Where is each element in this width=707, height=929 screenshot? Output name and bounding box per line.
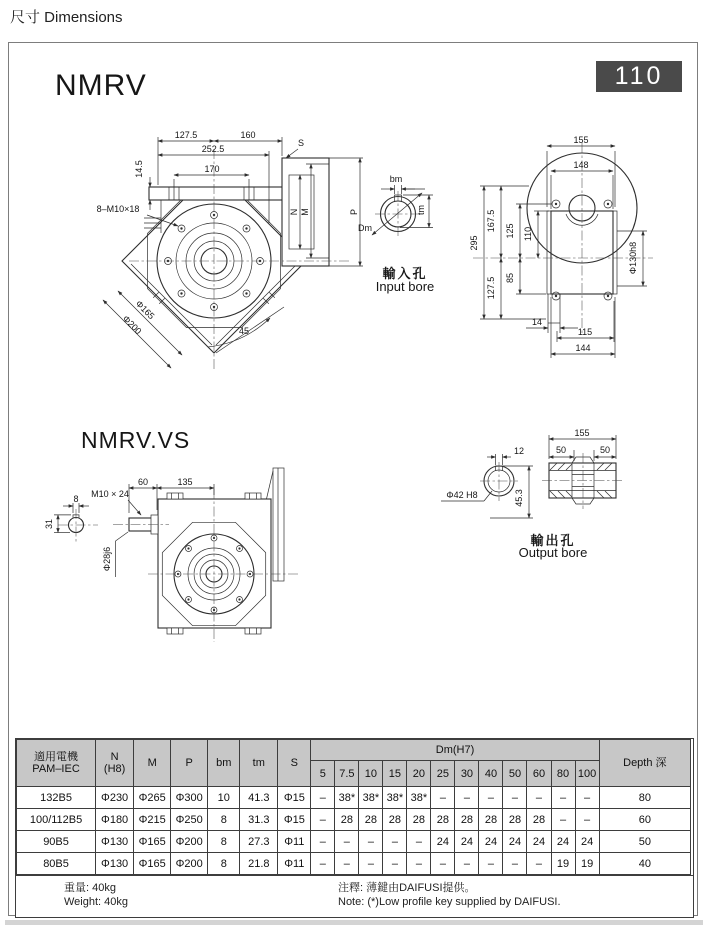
dim-60: 60	[137, 477, 149, 487]
note-zh: 注釋: 薄鍵由DAIFUSI提供。	[338, 882, 476, 894]
cell-tm: 21.8	[240, 853, 278, 875]
dm-size-header: 20	[407, 761, 431, 787]
cell-dm: 28	[383, 809, 407, 831]
cell-tm: 31.3	[240, 809, 278, 831]
dm-size-header: 100	[575, 761, 599, 787]
cell-m: Φ165	[134, 853, 171, 875]
cell-bm: 8	[208, 831, 240, 853]
cell-tm: 27.3	[240, 831, 278, 853]
dim-127-5: 127.5	[174, 130, 198, 140]
cell-dm: –	[311, 787, 335, 809]
cell-dm: –	[431, 787, 455, 809]
cell-motor: 80B5	[17, 853, 96, 875]
dim-s: S	[297, 138, 305, 148]
table-row	[17, 809, 691, 831]
cell-dm: –	[455, 787, 479, 809]
dim-phi165: Φ165	[133, 298, 157, 322]
cell-dm: –	[527, 787, 551, 809]
cell-motor: 90B5	[17, 831, 96, 853]
cell-dm: 24	[551, 831, 575, 853]
dim-phi130h8: Φ130h8	[628, 241, 638, 275]
dim-tm: tm	[416, 205, 426, 215]
dm-size-header: 60	[527, 761, 551, 787]
table-row	[17, 853, 691, 875]
table-footer	[16, 875, 693, 917]
rear-view	[473, 143, 653, 333]
cell-n: Φ180	[96, 809, 134, 831]
cell-dm: 24	[503, 831, 527, 853]
dm-size-header: 7.5	[335, 761, 359, 787]
dim-127-5-rear: 127.5	[486, 276, 496, 300]
dim-m10x24: M10 × 24	[91, 489, 129, 499]
dim-85: 85	[505, 272, 515, 284]
technical-drawing	[9, 101, 699, 736]
cell-dm: 28	[407, 809, 431, 831]
scan-shadow	[5, 920, 703, 925]
output-bore-caption-en: Output bore	[518, 545, 588, 560]
dim-phi28j6: Φ28j6	[102, 546, 112, 572]
col-header-m: M	[134, 740, 171, 787]
cell-dm: –	[407, 853, 431, 875]
cell-depth: 60	[599, 809, 690, 831]
dim-50-right: 50	[599, 445, 611, 455]
cell-dm: –	[407, 831, 431, 853]
table-row	[17, 787, 691, 809]
dim-12: 12	[513, 446, 525, 456]
size-badge: 110	[596, 61, 682, 92]
cell-dm: –	[479, 853, 503, 875]
dim-148: 148	[573, 160, 589, 170]
cell-dm: 19	[575, 853, 599, 875]
dim-n: N	[289, 208, 299, 216]
cell-dm: –	[575, 809, 599, 831]
dim-14-5: 14.5	[134, 160, 144, 178]
cell-n: Φ230	[96, 787, 134, 809]
cell-dm: –	[359, 831, 383, 853]
cell-bm: 8	[208, 809, 240, 831]
cell-s: Φ15	[278, 787, 311, 809]
col-header-tm: tm	[240, 740, 278, 787]
dim-135: 135	[177, 477, 193, 487]
col-header-s: S	[278, 740, 311, 787]
col-header-bm: bm	[208, 740, 240, 787]
col-header-n-label: N	[110, 751, 119, 763]
spec-table-body	[17, 787, 691, 875]
cell-dm: –	[335, 853, 359, 875]
dm-size-header: 10	[359, 761, 383, 787]
doc-header: 尺寸 Dimensions	[10, 9, 123, 26]
cell-dm: 24	[575, 831, 599, 853]
cell-dm: –	[503, 853, 527, 875]
cell-dm: 38*	[359, 787, 383, 809]
dim-m: M	[300, 208, 310, 216]
input-bore-view	[358, 174, 433, 238]
cell-dm: –	[479, 787, 503, 809]
spec-table	[16, 739, 691, 875]
cell-bm: 10	[208, 787, 240, 809]
cell-dm: 19	[551, 853, 575, 875]
cell-dm: 24	[455, 831, 479, 853]
dim-31: 31	[44, 518, 54, 530]
cell-dm: 24	[527, 831, 551, 853]
dim-144: 144	[575, 343, 591, 353]
dm-size-header: 40	[479, 761, 503, 787]
cell-motor: 132B5	[17, 787, 96, 809]
cell-dm: –	[431, 853, 455, 875]
cell-depth: 80	[599, 787, 690, 809]
cell-dm: 28	[431, 809, 455, 831]
cell-dm: 24	[479, 831, 503, 853]
cell-dm: –	[527, 853, 551, 875]
cell-dm: –	[455, 853, 479, 875]
cell-depth: 50	[599, 831, 690, 853]
col-header-n-sub: (H8)	[103, 763, 126, 775]
page-frame	[8, 42, 698, 916]
spec-table-section	[15, 738, 694, 918]
nmrv-front-view	[122, 149, 349, 369]
dim-155: 155	[573, 135, 589, 145]
cell-dm: –	[503, 787, 527, 809]
cell-depth: 40	[599, 853, 690, 875]
cell-n: Φ130	[96, 831, 134, 853]
cell-dm: 38*	[383, 787, 407, 809]
dim-bm: bm	[389, 174, 403, 184]
cell-tm: 41.3	[240, 787, 278, 809]
cell-dm: –	[359, 853, 383, 875]
cell-dm: 28	[359, 809, 383, 831]
input-bore-caption-zh: 輸入孔	[382, 266, 428, 281]
dim-252-5: 252.5	[201, 144, 225, 154]
dim-115: 115	[577, 327, 593, 337]
cell-s: Φ11	[278, 831, 311, 853]
cell-motor: 100/112B5	[17, 809, 96, 831]
cell-bm: 8	[208, 853, 240, 875]
cell-dm: 28	[335, 809, 359, 831]
cell-dm: –	[575, 787, 599, 809]
cell-dm: –	[551, 787, 575, 809]
cell-p: Φ300	[171, 787, 208, 809]
dm-size-header: 25	[431, 761, 455, 787]
col-header-p: P	[171, 740, 208, 787]
dim-125: 125	[505, 223, 515, 239]
dim-p: P	[349, 208, 359, 216]
cell-p: Φ250	[171, 809, 208, 831]
cell-p: Φ200	[171, 831, 208, 853]
cell-n: Φ130	[96, 853, 134, 875]
dim-phi200: Φ200	[120, 313, 144, 337]
dim-170: 170	[204, 164, 220, 174]
weight-zh: 重量: 40kg	[64, 882, 116, 894]
cell-dm: –	[311, 809, 335, 831]
col-header-motor-zh: 適用電機	[34, 751, 79, 763]
col-header-dm: Dm(H7)	[311, 740, 599, 761]
dim-8: 8	[73, 494, 79, 504]
dm-size-header: 80	[551, 761, 575, 787]
cell-p: Φ200	[171, 853, 208, 875]
dim-110: 110	[523, 226, 533, 242]
cell-dm: 24	[431, 831, 455, 853]
cell-dm: –	[551, 809, 575, 831]
dim-14: 14	[531, 317, 543, 327]
cell-dm: –	[311, 853, 335, 875]
cell-m: Φ215	[134, 809, 171, 831]
table-row	[17, 831, 691, 853]
output-bore-view	[480, 453, 624, 509]
col-header-depth: Depth 深	[599, 740, 690, 787]
dm-size-header: 50	[503, 761, 527, 787]
note-en: Note: (*)Low profile key supplied by DAIFUSI.	[338, 896, 561, 908]
dim-bolt-callout: 8–M10×18	[96, 204, 140, 214]
cell-dm: –	[335, 831, 359, 853]
cell-s: Φ15	[278, 809, 311, 831]
col-header-motor	[17, 740, 96, 787]
cell-dm: 28	[503, 809, 527, 831]
cell-dm: 28	[455, 809, 479, 831]
cell-m: Φ165	[134, 831, 171, 853]
dim-295: 295	[469, 235, 479, 251]
dim-50-left: 50	[555, 445, 567, 455]
input-bore-caption-en: Input bore	[375, 279, 435, 294]
cell-dm: 38*	[407, 787, 431, 809]
key-note	[338, 881, 561, 909]
dim-phi42h8: Φ42 H8	[446, 490, 478, 500]
dim-45deg: 45	[238, 326, 250, 336]
weight-en: Weight: 40kg	[64, 896, 129, 908]
output-bore-caption-zh: 輸出孔	[530, 533, 576, 548]
dim-160: 160	[240, 130, 256, 140]
dm-size-header: 30	[455, 761, 479, 787]
cell-dm: 38*	[335, 787, 359, 809]
cell-dm: –	[383, 831, 407, 853]
cell-dm: 28	[527, 809, 551, 831]
cell-m: Φ265	[134, 787, 171, 809]
dm-size-header: 5	[311, 761, 335, 787]
col-header-n	[96, 740, 134, 787]
dm-size-header: 15	[383, 761, 407, 787]
weight-note	[64, 881, 128, 909]
dim-155-output: 155	[574, 428, 590, 438]
dim-dm: Dm	[358, 223, 372, 233]
cell-dm: 28	[479, 809, 503, 831]
model-title-nmrv: NMRV	[55, 69, 147, 102]
cell-dm: –	[311, 831, 335, 853]
dim-167-5: 167.5	[486, 209, 496, 233]
col-header-motor-en: PAM–IEC	[32, 763, 80, 775]
cell-dm: –	[383, 853, 407, 875]
dim-45-3: 45.3	[514, 489, 524, 507]
model-title-nmrv-vs: NMRV.VS	[81, 427, 191, 453]
cell-s: Φ11	[278, 853, 311, 875]
